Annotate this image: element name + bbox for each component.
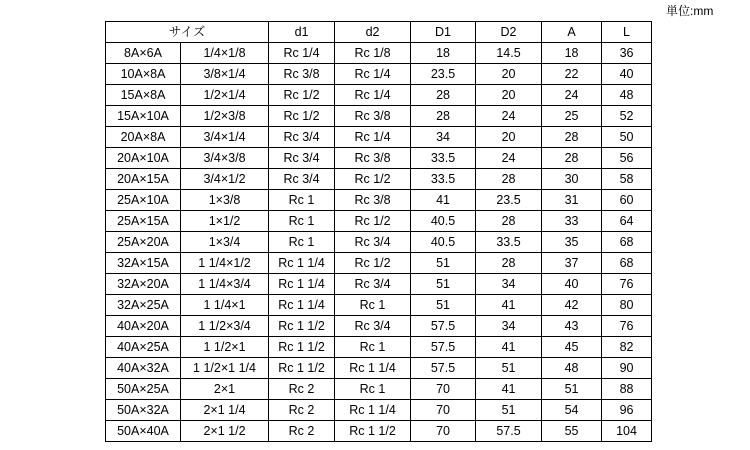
cell-D1: 40.5 <box>411 211 476 232</box>
cell-d1: Rc 1 1/2 <box>269 358 335 379</box>
cell-A: 48 <box>542 358 602 379</box>
cell-size-a: 50A×32A <box>106 400 181 421</box>
cell-D2: 24 <box>476 106 542 127</box>
header-d1: d1 <box>269 22 335 43</box>
cell-size-a: 40A×32A <box>106 358 181 379</box>
cell-A: 55 <box>542 421 602 442</box>
cell-size-a: 20A×8A <box>106 127 181 148</box>
cell-L: 40 <box>602 64 652 85</box>
cell-D1: 70 <box>411 379 476 400</box>
table-row <box>106 337 652 358</box>
cell-size-inch: 2×1 1/2 <box>181 421 269 442</box>
cell-size-inch: 1 1/2×1 <box>181 337 269 358</box>
cell-A: 33 <box>542 211 602 232</box>
table-row <box>106 190 652 211</box>
cell-D1: 51 <box>411 253 476 274</box>
cell-D2: 28 <box>476 253 542 274</box>
cell-d1: Rc 2 <box>269 400 335 421</box>
table-row <box>106 232 652 253</box>
cell-D2: 14.5 <box>476 43 542 64</box>
cell-A: 28 <box>542 127 602 148</box>
cell-d2: Rc 1/2 <box>335 169 411 190</box>
cell-L: 36 <box>602 43 652 64</box>
cell-d1: Rc 1 1/2 <box>269 316 335 337</box>
cell-D2: 24 <box>476 148 542 169</box>
cell-L: 76 <box>602 274 652 295</box>
cell-size-inch: 3/4×1/4 <box>181 127 269 148</box>
cell-D1: 51 <box>411 295 476 316</box>
cell-A: 40 <box>542 274 602 295</box>
dimension-table <box>105 21 652 442</box>
cell-d2: Rc 1/4 <box>335 64 411 85</box>
cell-size-a: 20A×15A <box>106 169 181 190</box>
cell-d2: Rc 1/4 <box>335 85 411 106</box>
cell-size-inch: 1 1/4×3/4 <box>181 274 269 295</box>
table-row <box>106 85 652 106</box>
cell-L: 82 <box>602 337 652 358</box>
cell-size-a: 50A×40A <box>106 421 181 442</box>
cell-A: 43 <box>542 316 602 337</box>
table-row <box>106 358 652 379</box>
cell-d2: Rc 1/2 <box>335 211 411 232</box>
cell-D2: 41 <box>476 295 542 316</box>
cell-d1: Rc 1/2 <box>269 106 335 127</box>
cell-D1: 41 <box>411 190 476 211</box>
cell-L: 48 <box>602 85 652 106</box>
cell-d2: Rc 1/4 <box>335 127 411 148</box>
cell-size-inch: 1 1/4×1/2 <box>181 253 269 274</box>
cell-d2: Rc 1 1/4 <box>335 358 411 379</box>
cell-D2: 23.5 <box>476 190 542 211</box>
cell-d2: Rc 1 <box>335 295 411 316</box>
cell-D2: 34 <box>476 316 542 337</box>
cell-size-a: 40A×20A <box>106 316 181 337</box>
table-row <box>106 43 652 64</box>
cell-size-inch: 1 1/2×3/4 <box>181 316 269 337</box>
cell-A: 37 <box>542 253 602 274</box>
cell-A: 18 <box>542 43 602 64</box>
table-row <box>106 127 652 148</box>
cell-d1: Rc 1 1/4 <box>269 274 335 295</box>
cell-D2: 51 <box>476 400 542 421</box>
cell-size-inch: 2×1 1/4 <box>181 400 269 421</box>
table-row <box>106 148 652 169</box>
cell-D1: 18 <box>411 43 476 64</box>
cell-L: 50 <box>602 127 652 148</box>
cell-L: 60 <box>602 190 652 211</box>
cell-L: 80 <box>602 295 652 316</box>
cell-A: 54 <box>542 400 602 421</box>
cell-size-a: 10A×8A <box>106 64 181 85</box>
cell-D1: 33.5 <box>411 169 476 190</box>
cell-A: 25 <box>542 106 602 127</box>
cell-d2: Rc 3/8 <box>335 106 411 127</box>
cell-d1: Rc 2 <box>269 379 335 400</box>
cell-A: 28 <box>542 148 602 169</box>
cell-A: 45 <box>542 337 602 358</box>
cell-d1: Rc 3/8 <box>269 64 335 85</box>
cell-d2: Rc 3/8 <box>335 148 411 169</box>
cell-D2: 20 <box>476 85 542 106</box>
cell-size-a: 40A×25A <box>106 337 181 358</box>
header-A: A <box>542 22 602 43</box>
cell-d2: Rc 1/8 <box>335 43 411 64</box>
cell-size-a: 32A×15A <box>106 253 181 274</box>
cell-D1: 40.5 <box>411 232 476 253</box>
cell-d1: Rc 1 1/2 <box>269 337 335 358</box>
cell-D2: 28 <box>476 169 542 190</box>
table-row <box>106 400 652 421</box>
cell-size-a: 32A×25A <box>106 295 181 316</box>
cell-L: 52 <box>602 106 652 127</box>
cell-size-a: 15A×10A <box>106 106 181 127</box>
cell-d2: Rc 1 1/2 <box>335 421 411 442</box>
cell-size-a: 15A×8A <box>106 85 181 106</box>
header-size: サイズ <box>106 22 269 43</box>
cell-D1: 23.5 <box>411 64 476 85</box>
cell-D2: 34 <box>476 274 542 295</box>
cell-A: 35 <box>542 232 602 253</box>
cell-D1: 70 <box>411 421 476 442</box>
cell-size-a: 32A×20A <box>106 274 181 295</box>
cell-L: 90 <box>602 358 652 379</box>
cell-size-inch: 2×1 <box>181 379 269 400</box>
table-row <box>106 316 652 337</box>
table-body <box>106 43 652 442</box>
table-row <box>106 274 652 295</box>
cell-D1: 57.5 <box>411 316 476 337</box>
cell-L: 56 <box>602 148 652 169</box>
cell-d1: Rc 2 <box>269 421 335 442</box>
cell-size-inch: 1×3/8 <box>181 190 269 211</box>
cell-d2: Rc 1 <box>335 379 411 400</box>
table-row <box>106 295 652 316</box>
cell-L: 96 <box>602 400 652 421</box>
cell-D1: 28 <box>411 106 476 127</box>
cell-d1: Rc 3/4 <box>269 169 335 190</box>
cell-D1: 28 <box>411 85 476 106</box>
cell-A: 24 <box>542 85 602 106</box>
cell-d1: Rc 1 <box>269 190 335 211</box>
table-row <box>106 211 652 232</box>
cell-d2: Rc 3/8 <box>335 190 411 211</box>
cell-L: 68 <box>602 253 652 274</box>
cell-D1: 51 <box>411 274 476 295</box>
cell-d2: Rc 1/2 <box>335 253 411 274</box>
cell-size-inch: 1/4×1/8 <box>181 43 269 64</box>
cell-size-a: 20A×10A <box>106 148 181 169</box>
cell-D2: 20 <box>476 127 542 148</box>
cell-size-inch: 1/2×1/4 <box>181 85 269 106</box>
cell-size-a: 8A×6A <box>106 43 181 64</box>
cell-size-inch: 1×1/2 <box>181 211 269 232</box>
cell-size-a: 50A×25A <box>106 379 181 400</box>
cell-size-inch: 3/8×1/4 <box>181 64 269 85</box>
cell-D1: 70 <box>411 400 476 421</box>
cell-size-a: 25A×15A <box>106 211 181 232</box>
cell-D1: 34 <box>411 127 476 148</box>
cell-d1: Rc 1 1/4 <box>269 253 335 274</box>
cell-L: 68 <box>602 232 652 253</box>
cell-size-a: 25A×10A <box>106 190 181 211</box>
table-row <box>106 253 652 274</box>
cell-size-inch: 1×3/4 <box>181 232 269 253</box>
cell-size-inch: 3/4×3/8 <box>181 148 269 169</box>
cell-D2: 33.5 <box>476 232 542 253</box>
table-row <box>106 106 652 127</box>
cell-size-inch: 1 1/4×1 <box>181 295 269 316</box>
header-D1: D1 <box>411 22 476 43</box>
table-header-row <box>106 22 652 43</box>
cell-L: 88 <box>602 379 652 400</box>
cell-D2: 41 <box>476 337 542 358</box>
cell-size-inch: 3/4×1/2 <box>181 169 269 190</box>
table-row <box>106 169 652 190</box>
cell-A: 30 <box>542 169 602 190</box>
table-row <box>106 421 652 442</box>
cell-D2: 41 <box>476 379 542 400</box>
cell-D2: 57.5 <box>476 421 542 442</box>
cell-d1: Rc 1/4 <box>269 43 335 64</box>
cell-D2: 28 <box>476 211 542 232</box>
cell-d2: Rc 3/4 <box>335 274 411 295</box>
cell-A: 51 <box>542 379 602 400</box>
cell-D2: 51 <box>476 358 542 379</box>
table-row <box>106 379 652 400</box>
cell-L: 58 <box>602 169 652 190</box>
cell-L: 64 <box>602 211 652 232</box>
cell-d2: Rc 1 1/4 <box>335 400 411 421</box>
table-row <box>106 64 652 85</box>
cell-A: 22 <box>542 64 602 85</box>
cell-size-inch: 1/2×3/8 <box>181 106 269 127</box>
header-d2: d2 <box>335 22 411 43</box>
cell-d1: Rc 1 <box>269 232 335 253</box>
cell-d1: Rc 3/4 <box>269 127 335 148</box>
cell-d1: Rc 1 <box>269 211 335 232</box>
cell-size-a: 25A×20A <box>106 232 181 253</box>
cell-A: 42 <box>542 295 602 316</box>
cell-A: 31 <box>542 190 602 211</box>
cell-d1: Rc 1/2 <box>269 85 335 106</box>
cell-D1: 33.5 <box>411 148 476 169</box>
cell-L: 104 <box>602 421 652 442</box>
cell-D1: 57.5 <box>411 358 476 379</box>
cell-d2: Rc 3/4 <box>335 232 411 253</box>
cell-D2: 20 <box>476 64 542 85</box>
header-L: L <box>602 22 652 43</box>
cell-d2: Rc 3/4 <box>335 316 411 337</box>
cell-size-inch: 1 1/2×1 1/4 <box>181 358 269 379</box>
cell-d2: Rc 1 <box>335 337 411 358</box>
cell-L: 76 <box>602 316 652 337</box>
cell-d1: Rc 1 1/4 <box>269 295 335 316</box>
header-D2: D2 <box>476 22 542 43</box>
cell-D1: 57.5 <box>411 337 476 358</box>
unit-label: 単位:mm <box>666 4 714 18</box>
cell-d1: Rc 3/4 <box>269 148 335 169</box>
